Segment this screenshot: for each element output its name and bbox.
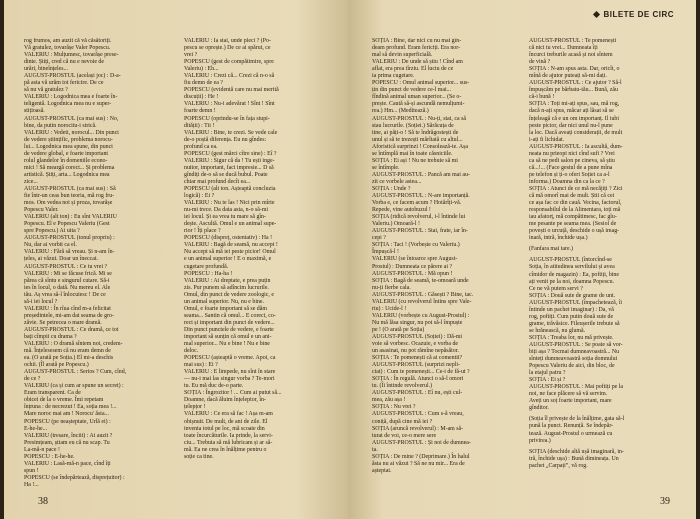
text-line: pachet „Carpați”, vă rog. [529, 462, 588, 469]
text-line: SOȚIA (aruncă revolverul) : M-am să- [372, 425, 464, 432]
text-line: zăvie. Se petrecea o mare dramă. [24, 319, 102, 326]
text-line: SOȚIA : Două sute de grame de unt. [529, 292, 616, 299]
text-line: AUGUST-PROSTUL (surprizi nepli- [372, 362, 460, 369]
text-line: rog frumos, am auzit că vă căsătoriți. [24, 38, 112, 44]
text-line: tu. (Îi întinde revolverul.) [372, 383, 433, 390]
text-line: SOȚIA : De mine ? (Deprimare.) În halul [372, 453, 470, 460]
text-line: biți așa ? Tocmai dumneavoastră... Nu [529, 349, 620, 356]
text-line: tu. Eu mă duc de-o parte. [184, 383, 244, 390]
text-line: (Soția îl privește de la înălțime, gata să-l [529, 416, 625, 423]
text-line: SOȚIA (deschide altă ușă imaginară, in- [529, 448, 624, 455]
text-line: seama... Santin că omul... E corect, co- [184, 312, 276, 319]
text-line: că...!... (Face gestul de a pune mîna [529, 164, 613, 171]
text-line: discuții) : He ! [184, 94, 219, 101]
left-column-2 [184, 38, 334, 497]
text-line: POPESCU (alt ton. Așteaptă concluzia [184, 185, 276, 192]
running-header [594, 10, 674, 19]
text-line: AUGUST-PROSTUL : Găsești ? Bine, tac. [372, 291, 474, 298]
text-line: rect și important din punct de vedere... [184, 319, 275, 326]
text-line: urări, bineînțeles... [24, 66, 69, 73]
text-line: mă. Ea ne crea în înălțime pentru o [184, 446, 267, 453]
text-line: împușcăm pe bărbatu-tău... Bună, zău [529, 87, 618, 94]
text-line: dacă n-ați spus, măcar ați lăsat să se [529, 108, 614, 115]
right-column-1 [372, 38, 519, 497]
text-line: Aveți un soț foarte important, mare [529, 398, 612, 405]
text-line: SOȚIA : N-am spus asta. Dar, oricît, o [529, 66, 620, 73]
text-line: VALERIU : Vedeti, norocul... Din punct [24, 129, 119, 136]
text-line: VALERIU : Logodnica mea e foarte în- [24, 94, 118, 101]
text-line: rog, poftiți. Cum putin două sute de [529, 313, 614, 320]
text-line: AUGUST-PROSTUL : Mă opun ! [372, 270, 453, 277]
text-line: VALERIU : Nu te las ! Nici prin mîrte [184, 200, 275, 207]
text-line: să nu vă gratulez ? [24, 87, 68, 94]
text-line: tău. Aș vrea să-l înlocuiesc ! De ce [24, 291, 106, 298]
text-line: tează. August-Prostul o urmează cu [529, 430, 613, 437]
text-line: SOȚIA : Ei și ? [529, 377, 566, 384]
text-line: rea.) Hm... (Meditează.) [372, 108, 429, 115]
text-line: AUGUST-PROSTUL (împachetează, îi [529, 299, 622, 306]
text-line: Nu accept să mă iei peste picior! Omul [184, 249, 276, 256]
text-line: Valeriu) : Eh... [184, 66, 219, 73]
text-line: VALERIU : Bagă de seamă, nu accept ! [184, 242, 278, 249]
right-page-columns [372, 38, 676, 497]
text-line: voie să vorbesc. Ocazuie, e vorba de [372, 341, 459, 348]
text-line: că-i bună ! [529, 94, 555, 101]
text-line: AUGUST-PROSTUL : N-are importanță. [372, 193, 470, 200]
text-line: VALERIU : Sigur că da ! Tu ești inge- [184, 157, 275, 164]
text-line: AUGUST-PROSTUL : Eî nu, ești cul- [372, 390, 463, 397]
text-line: toate încurcăturile. Ia prinde, la servi- [184, 432, 273, 439]
text-line: POPESCU : Ha-ha ! [184, 270, 233, 277]
text-line: părea că sîntu e singurul cutare. Să-i [24, 277, 110, 284]
text-line: mai sus) : Ei ? [184, 362, 218, 369]
text-line: chiar mai profund decît ea... [184, 178, 251, 185]
text-line: un animal superior. Nu, nu e bine. [184, 298, 264, 305]
text-line: pună la punct. Renunță. Se îndepăr- [529, 423, 614, 430]
text-line: AUGUST-PROSTUL : Ce tu vrei ? [24, 263, 108, 270]
text-line: președintele, mi-am dat seama de gro- [24, 312, 114, 319]
text-line: ies în locul, o dată. Nu mereu el. Ale [24, 284, 111, 291]
text-line: pe ! (O arată pe Soția) [372, 326, 425, 333]
text-line: VALERIU : Mi se făcuse frică. Mi se [24, 270, 112, 277]
text-line: zis. Pur punem să adîncim lucrurile. [184, 284, 269, 291]
text-line: încurci treburile acasă și noi sîntem [529, 52, 613, 59]
text-line: povești o urcuță, deschide o ușă imag- [529, 228, 620, 235]
text-line: foarte demn ! [184, 108, 216, 115]
text-line: AUGUST-PROSTUL : Ia ascultă, dum- [529, 143, 623, 150]
text-line: SOȚIA : Nu vrei ? [372, 404, 416, 411]
text-line: VALERIU : Nu-i adevărat ! Sînt ! Sînt [184, 101, 275, 108]
text-line: AUGUST-PROSTUL (același joc) : D-a- [24, 73, 121, 80]
text-line: POPESCU (gest mărci cître sine) : Eî ? [184, 150, 277, 157]
text-line: ca să ne pedi salon pe cineva, să știu [529, 157, 615, 164]
text-line: așteptat. [372, 467, 392, 474]
text-line: POPESCU (se îndepărtează, disprețuitor) : [24, 474, 125, 481]
text-line: teligentă. Logodnica mea nu e super- [24, 101, 112, 108]
text-line: de vedere științific, problema norocu- [24, 136, 113, 143]
text-line: fiu demn de ea ? [184, 80, 223, 87]
text-line: de vină ? [529, 59, 551, 66]
text-line: VALERIU : O dramă sîntem noi, credem- [24, 341, 123, 348]
text-line: spun ! [24, 467, 39, 474]
left-page [4, 0, 348, 519]
text-line: nuitor, important, faci impresie... D să [184, 164, 274, 171]
text-line: obicei de la o vreme. Îmi repetam [24, 397, 104, 404]
text-line: VALERIU : Mulțumesc, tovarășe prese- [24, 52, 119, 59]
text-line: AUGUST-PROSTUL : Și noi de dumnea- [372, 439, 471, 446]
left-column-1 [24, 38, 174, 497]
text-line: fie într-un ceas bun teoria, mă rog fru- [24, 193, 115, 200]
text-line: informa.) Doamna din ca la ce ? [529, 178, 605, 185]
text-line: sînteți dumneavoastră soția domnului [529, 356, 618, 363]
text-line: SOȚIA : Îngrozitor ! ... Cum ai putut să... [184, 390, 282, 397]
text-line: stițioasă. [24, 108, 45, 115]
text-line: rolul glandelor în domeniile econo- [24, 157, 108, 164]
page-number-left: 38 [38, 496, 48, 507]
text-line: vrei ? [184, 52, 198, 59]
text-line: profund ca ea. [184, 143, 218, 150]
text-line: Ce ne vă putem servi ? [529, 285, 583, 292]
text-line: SOȚIA : Atunci de ce mă necăjiți ? Zici [529, 185, 623, 192]
text-line: dității) : Tii ! [184, 122, 215, 129]
text-line: VALERIU (vorbește cu August-Prostul) : [372, 312, 470, 319]
text-line: inară, intră, închide ușa.) [529, 235, 588, 242]
text-line: gînditor. [529, 405, 549, 412]
text-line: — nu-i mai las singur vorba ? Te-mori [184, 376, 275, 383]
text-line: Valeriu.) Omoară-l ! [372, 221, 420, 228]
text-line: că mă omorî mai de mult. Știi că cei [529, 193, 615, 200]
text-line: ciat) : Cum te pomenești... Ce-i de fă-ut ? [372, 369, 470, 376]
text-line: SOȚIA : Bagă de seamă, te-omoară unde [372, 277, 469, 284]
page-number-right: 39 [660, 496, 670, 507]
text-line: se întîmple. [372, 164, 400, 171]
text-line: Soția, în atitudinea servilului și avea [529, 264, 615, 271]
text-line: înțruna : de necrezut ! Ea, soția mea !... [24, 404, 117, 411]
text-line: țeles, ai văzut. Doar un îneccat. [24, 256, 98, 263]
text-line: un asasinat, nu pot rămîne nepăsător. [372, 348, 459, 355]
text-line: iau afatorț, mă compătimesc, fac glu- [529, 214, 617, 221]
text-line: POPESCU (gest de compătimire, spre [184, 59, 274, 66]
text-line: AUGUST-PROSTUL : Se poate să vor- [529, 341, 623, 348]
text-line: VALERIU : În rîua cînd m-a felicitat [24, 305, 111, 312]
text-line: AUGUST-PROSTUL : Ce dramă, ce tot [24, 326, 119, 333]
text-line: AUGUST-PROSTUL : Pancă am mai au- [372, 171, 470, 178]
text-line: pescu se oprește.) De ce ai spărut, ce [184, 45, 271, 52]
text-line: AUGUST-PROSTUL : Serios ? Cum, cînd, [24, 369, 127, 376]
text-line: Din punct punctele de vedere, e foarte [184, 326, 274, 333]
text-line: AUGUST-PROSTUL : Mai poftiți pe la [529, 384, 623, 391]
text-line: AUGUST-PROSTUL (Soției) : Dă-mi [372, 333, 463, 340]
text-line: aflat, era prea tîrziu. El luctu de ce [372, 66, 454, 73]
text-line: SOȚIA : În regulă. Atunci o să-l omori [372, 376, 464, 383]
text-line: VALERIU : Fără să vreau. Și n-am în- [24, 249, 115, 256]
text-line: VALERIU (cu revolverul întins spre Vale- [372, 298, 472, 305]
text-line: înțeleagă că e un om importanț. Il iubi [529, 115, 619, 122]
text-line: Omul, e foarte important să se dăm [184, 305, 267, 312]
text-line: Omul, din punct de vedere zoologic, e [184, 291, 274, 298]
right-page [348, 0, 696, 519]
text-line: pe telefon și ți-o oferi Soției ca a-l [529, 171, 610, 178]
text-line: iei locul. Și ea vrea tu mare să gîn- [184, 214, 266, 221]
text-line: La-mă-n pace ! [24, 446, 60, 453]
text-line: E-he-he... [24, 425, 48, 432]
text-line: tine, ai păți-o ! Să te îndrăgostești de [372, 129, 459, 136]
text-line: Popescu. El e Popescu Valeriu (Gest [24, 221, 110, 228]
header-title: BILETE DE CIRC [603, 10, 674, 19]
right-column-2 [529, 38, 676, 497]
text-line: me pesante pe seama mea. (Sesiol de [529, 221, 617, 228]
diamond-bullet-icon [593, 11, 600, 18]
text-line: Repede, vine autobuzul ! [372, 207, 431, 214]
text-line: zice... [24, 178, 38, 185]
text-line: Împușcă-l ! [372, 249, 399, 256]
text-line: cîmidor de magazin) : Ea, poftiți, bine [529, 271, 619, 278]
text-line: de ce ? [24, 376, 41, 383]
text-line: POPESCU (pe neașteptate, Urlă ei) : [24, 418, 111, 425]
text-line: AUGUST-PROSTUL : Nu-ți, stai, ca să [372, 115, 466, 122]
text-line: AUGUST-PROSTUL (ca mai sus) : Să [24, 185, 116, 192]
left-page-columns [24, 38, 334, 497]
text-line: dește. Ascultă. Omul e un animal supe- [184, 221, 277, 228]
text-line: privirea.) [529, 437, 551, 444]
text-line: turat de voi, ce-o mere sere [372, 432, 437, 439]
text-line: (Fanfara mai tare.) [529, 246, 573, 253]
text-line: neata nu prieopi nici cînd sufi ? Vrei [529, 150, 615, 157]
text-line: VALERIU : E limpede, nu sînt în stare [184, 369, 276, 376]
text-line: Prostul) : Dumneata ce părere ai ? [372, 263, 453, 270]
text-line: se hrănească, nu glumă. [529, 327, 586, 334]
text-line: SOȚIA : Te pomenești că ai comentii? [372, 355, 463, 362]
text-line: AUGUST-PROSTUL (întorcînd-se [529, 257, 612, 264]
text-line: SOȚIA : Bine, dar nici cu nu mai gîn- [372, 38, 462, 44]
text-line: VALERIU : Ia stai, unde pleci ? (Po- [184, 38, 271, 44]
text-line: VALERIU (alt ton) : Eu sînt VALERIU [24, 214, 117, 221]
text-line: i-ați fi lichidat. [529, 136, 565, 143]
text-line: unul și să te trezești mărîtată cu altul... [372, 136, 463, 143]
text-line: să-i iei locul ? [24, 298, 58, 305]
text-line: spre Popescu.) Ai uita ? [24, 228, 80, 235]
text-line: de-o poștă diferența. Eu nu gîndes: [184, 136, 267, 143]
text-line: gîndiți de-o să se ducă bubul. Poate [184, 171, 268, 178]
text-line: tră, închide ușa) : Bună dimineața. Un [529, 455, 619, 462]
text-line: Vorba e, ce facem acum ? Hotărîți-vă. [372, 200, 462, 207]
text-line: AUGUST-PROSTUL : Cum s-ă vreau, [372, 411, 464, 418]
text-line: ciu... Trebuia să mă lubricam și ar să- [184, 439, 273, 446]
text-line: POPESCU (oprindu-se în fața stupi- [184, 115, 270, 122]
text-line: bine, da putin norocitu-i strică. [24, 122, 97, 129]
text-line: Nu, dar ai vorbit ca el. [24, 242, 77, 249]
text-line: VALERIU (ca și cum ar spune un secret) : [24, 383, 124, 390]
text-line: VALERIU : Ai dreptate, e prea puțin [184, 277, 271, 284]
text-line: mal superior... Nu e bine ! Nu e bine [184, 341, 270, 348]
text-line: de vedere global, e foarte important [24, 150, 109, 157]
text-line: țin din punct de vedere ce-l mai... [372, 87, 452, 94]
text-line: VALERIU (tresare, înciit) : Ai auzit ? [24, 432, 113, 439]
text-line: VALERIU : Bine, te crezi. Se vede cale [184, 129, 278, 136]
text-line: important să sunțin că omul e un ani- [184, 333, 272, 340]
text-line: Eram transparent. Ca de [24, 390, 81, 397]
text-line: POPESCU (evidentă care nu mai merită [184, 87, 279, 94]
text-line: Aforistică surprinzi ! Consolează-te. Așa [372, 143, 469, 150]
text-line: fîndină animal uman superior... (Se o- [372, 94, 462, 101]
text-line: SOȚIA : Treaba lor, nu mă privește. [529, 334, 614, 341]
text-line: ta. [372, 446, 378, 453]
text-line: bați cîmpii cu drama ? [24, 333, 77, 340]
text-line: Nu mă lăsa singur, nu pot să-l împuște [372, 319, 463, 326]
text-line: AUGUST-PROSTUL : Stai, frate, iar în- [372, 228, 468, 235]
text-line: mînă de ajutor puteați să-mi dați. [529, 73, 607, 80]
text-line: AUGUST-PROSTUL (tonul propriu) : [24, 235, 115, 242]
text-line: Presimțeam, știam eu că nu scap. Tu [24, 439, 110, 446]
text-line: nu-mi trece. Da data asta, n-o să-mi [184, 207, 269, 214]
text-line: stau lucrurile. (Soției.) Sărăcuța de [372, 122, 454, 129]
text-line: prește. Caută să-și ascundă nemulțumi- [372, 101, 465, 108]
text-line: cepi ? [372, 235, 386, 242]
text-line: POPESCU (dispreț, ostentativ) : Ha ! [184, 235, 273, 242]
text-line: AUGUST-PROSTUL (ca mai sus) : No, [24, 115, 119, 122]
text-line: Popescu Valeriu de aici, din bloc, de [529, 363, 615, 370]
text-line: responsabilul de la Alimentara, toți mă [529, 207, 621, 214]
text-line: ochii. (Îl arată pe Popescu.) [24, 362, 89, 369]
text-line: lui... Logodnica mea spune, din punct [24, 143, 113, 150]
text-line: Mare noroc mai am ! Norocu' ăsta... [24, 411, 109, 418]
text-line: AUGUST-PROSTUL : Ce ajutor ? Să-l [529, 80, 622, 87]
text-line: obișnuit. De mult, de ani de zile. El [184, 418, 268, 425]
text-line: VALERIU : De unde să știu ! Cînd am [372, 59, 463, 66]
text-line: e un animal superior ! E o maximă, e [184, 256, 272, 263]
text-line: rior ! Îți place ? [184, 228, 221, 235]
text-line: AUGUST-PROSTUL : Te pomenești [529, 38, 617, 44]
text-line: ați venit pe la noi, doamna Popescu. [529, 278, 615, 285]
text-line: grame, trăvăsice. Fileușerile trebuie să [529, 320, 620, 327]
text-line: logică) : Ei ? [184, 193, 215, 200]
text-line: Doamne, dacă ăluim înțeleptor, în- [184, 397, 266, 404]
text-line: se întîmplă mai în toate căsniciile. [372, 150, 453, 157]
text-line: nu-ți fierbe cala. [372, 284, 411, 291]
text-line: Ha !... [24, 481, 39, 488]
text-line: mea, zău așa ! [372, 397, 406, 404]
book-spread [4, 0, 696, 519]
text-line: la etajul patru ? [529, 370, 566, 377]
text-line: SOȚIA : Unde ? [372, 185, 411, 192]
text-line: VALERIU : Crezi că... Crezi că n-o să [184, 73, 275, 80]
text-line: soție ca tine. [184, 453, 214, 460]
text-line: ea. (O arată pe Soția.) El mi-a deschis [24, 355, 114, 362]
text-line: că nici tu vrei... Dumneata îți [529, 45, 598, 52]
text-line: ce așa fac ce din cauă. Vecina, factorul, [529, 200, 622, 207]
text-line: dinte. Știți, cred că nu e nevoie de [24, 59, 104, 66]
text-line: SOȚIA : Ei ași ! Nu ne trebuie să mi [372, 157, 458, 164]
text-line: mal să devin superficială. [372, 52, 433, 59]
text-line: Vă gratulez, tovarășe Valer Popescu. [24, 45, 111, 52]
text-line: POPESCU (așteaptă o vreme. Apoi, ca [184, 355, 276, 362]
text-line: mici ! Să meargă corect... Și problema [24, 164, 115, 171]
text-line: întinde un pachet imaginar) : Da, vă [529, 306, 614, 313]
text-line: inventa totul pe loc, mă scoate din [184, 425, 265, 432]
text-line: pă asta vă urăm tot fericire. De ce [24, 80, 104, 87]
text-line: VALERIU (se întoarce spre August- [372, 256, 458, 263]
text-line: VALERIU : Ce era să fac ! Așa m-am [184, 411, 273, 418]
text-line: zit ce vorbele astea... [372, 178, 422, 185]
text-line: coniță, după cine mă iei ? [372, 418, 433, 425]
text-line: VALERIU : Lasă-mă-n pace, cînd îți [24, 460, 111, 467]
text-line: deloc. [184, 348, 199, 355]
text-line: ia prima cugetare. [372, 73, 415, 80]
text-line: țelepțor ! [184, 404, 206, 411]
text-line: SOȚIA : Taci ! (Vorbește cu Valeriu.) [372, 242, 460, 249]
text-line: POPESCU : E-he-he. [24, 453, 75, 460]
text-line: SOȚIA : Toți mi-ați spus, sau, mă rog, [529, 101, 620, 108]
text-line: POPESCU : Omul animal superior... sus- [372, 80, 470, 87]
text-line: cugetare profundă. [184, 263, 229, 270]
text-line: artistică. Știți, arta... Logodnica mea [24, 171, 110, 178]
text-line: ăsta nu ai văzut ? Să ne nu mir... Era de [372, 460, 465, 467]
text-line: noi, ne face plăcere să vă servim. [529, 391, 608, 398]
text-line: peste picior, dar nici unul nu-l pune [529, 122, 613, 129]
text-line: Popescu Valer. [24, 207, 59, 214]
text-line: la loc. Dacă aveați considerații, de mult [529, 129, 623, 136]
text-line: riu) : Ucide-l ! [372, 305, 407, 312]
text-line: mă. Înțelesesem că nu eram demn de [24, 348, 111, 355]
text-line: deam profund. Eram fericiți. Era nor- [372, 45, 461, 52]
text-line: SOȚIA (ridică revolverul, i-l întinde lui [372, 214, 466, 221]
text-line: mos. Om vedea noi și proza, tovarășe [24, 200, 113, 207]
